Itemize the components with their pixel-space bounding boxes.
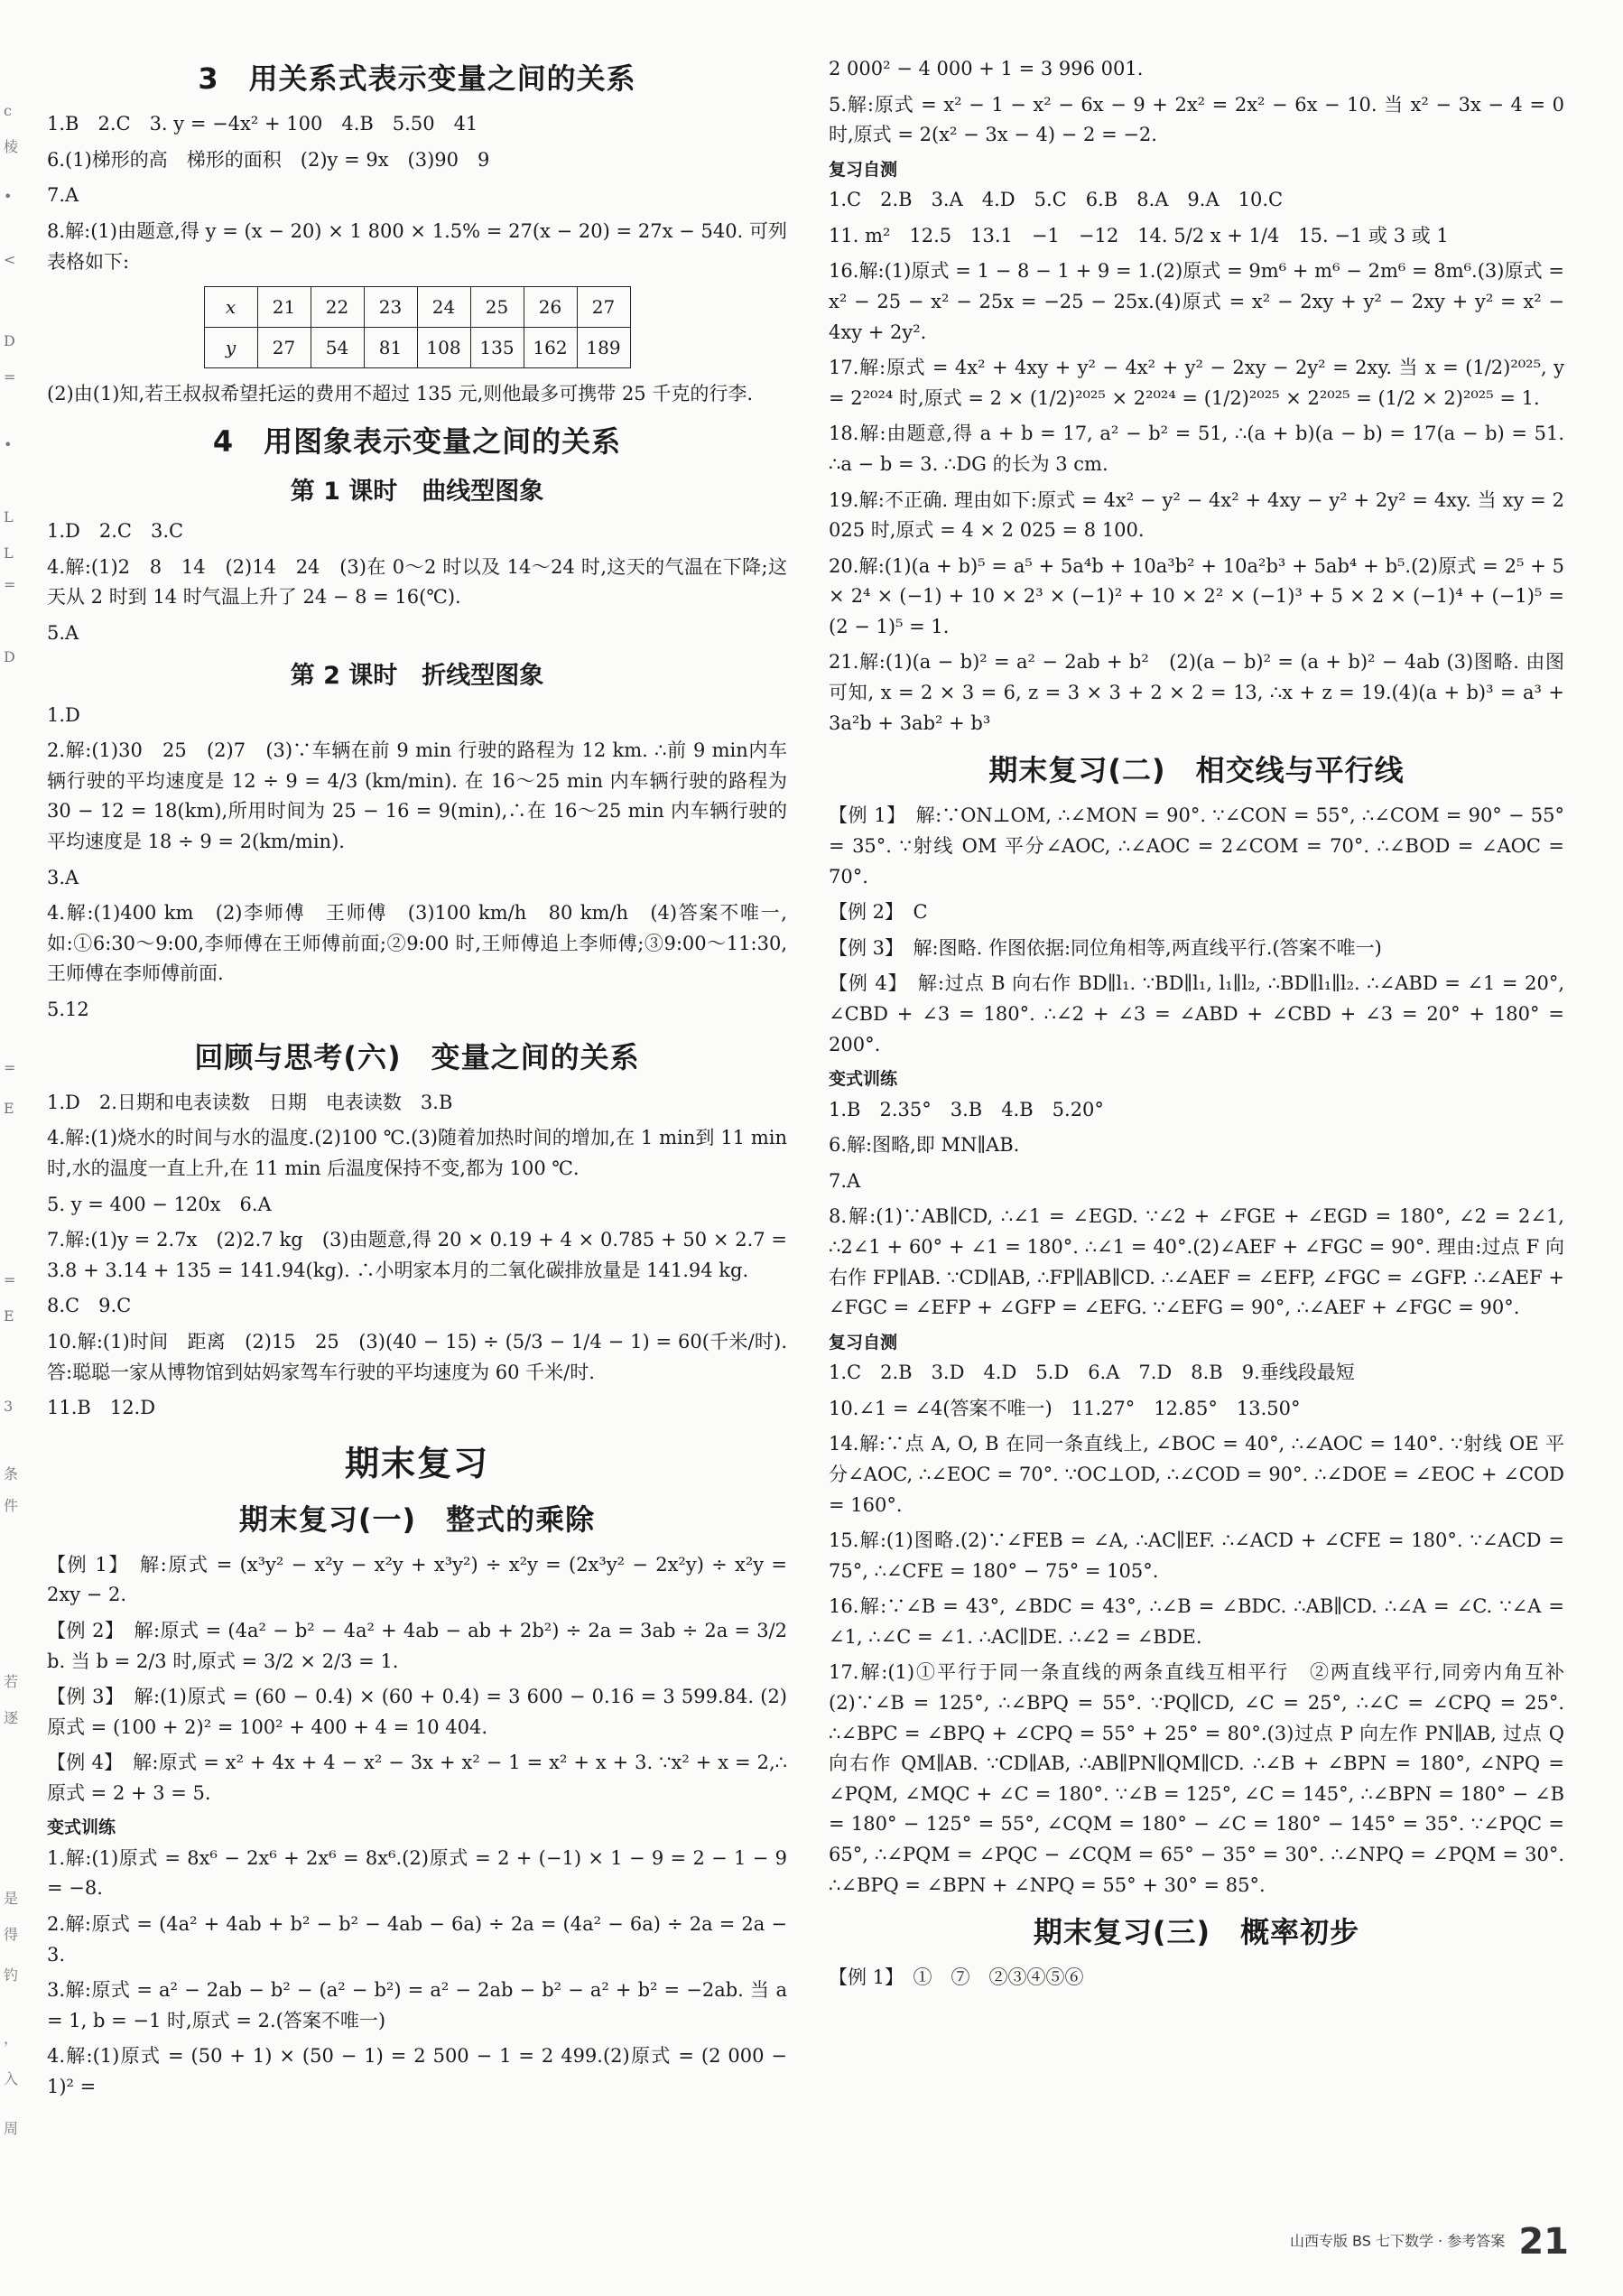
edge-glyph: 是: [4, 1890, 19, 1907]
answer-line: 4.解:(1)烧水的时间与水的温度.(2)100 ℃.(3)随着加热时间的增加,在 1 min到 11 min 时,水的温度一直上升,在 11 min 后温度保持不变,都为 100 ℃.: [47, 1127, 787, 1179]
example-line: 【例 3】 解:(1)原式 = (60 − 0.4) × (60 + 0.4) = 3 600 − 0.16 = 3 599.84. (2)原式 = (100 + 2)² = 100² + 400 + 4 = 10 404.: [47, 1686, 787, 1738]
edge-glyph: =: [4, 1059, 16, 1076]
answer-line: 3.解:原式 = a² − 2ab − b² − (a² − b²) = a² − 2ab − b² − a² + b² = −2ab. 当 a = 1, b = −1 时,原式 = 2.(答案不唯一): [47, 1979, 787, 2031]
example-line: 【例 4】 解:原式 = x² + 4x + 4 − x² − 3x + x² − 1 = x² + x + 3. ∵x² + x = 2,∴原式 = 2 + 3 = 5.: [47, 1752, 787, 1804]
edge-glyph: =: [4, 576, 16, 593]
left-column: [47, 56, 787, 2108]
answer-line: 1.D 2.C 3.C: [47, 520, 184, 543]
edge-glyph: E: [4, 1100, 14, 1117]
table-cell: x: [204, 287, 257, 328]
answer-line: 2.解:(1)30 25 (2)7 (3)∵车辆在前 9 min 行驶的路程为 12 km. ∴前 9 min内车辆行驶的平均速度是 12 ÷ 9 = 4/3 (km/min). 在 16～25 min 内车辆行驶的路程为 30 − 12 = 18(km),所用时间为 25 − 16 = 9(min),∴在 16～25 min 内车辆行驶的平均速度是 18 ÷ 9 = 2(km/min).: [47, 739, 787, 853]
edge-glyph: 钓: [4, 1966, 19, 1984]
answer-line: 11. m² 12.5 13.1 −1 −12 14. 5/2 x + 1/4 15. −1 或 3 或 1: [829, 224, 1449, 246]
edge-glyph: 棱: [4, 138, 19, 155]
answer-line: (2)由(1)知,若王叔叔希望托运的费用不超过 135 元,则他最多可携带 25 千克的行李.: [47, 383, 754, 405]
section-title: 4 用图象表示变量之间的关系: [212, 423, 622, 459]
section-title: 3 用关系式表示变量之间的关系: [198, 61, 636, 96]
edge-glyph: ，: [4, 2030, 19, 2047]
table-cell: 162: [524, 328, 577, 368]
page-number: 21: [1518, 2221, 1569, 2263]
example-line: 【例 2】 解:原式 = (4a² − b² − 4a² + 4ab − ab + 2b²) ÷ 2a = 3ab ÷ 2a = 3/2 b. 当 b = 2/3 时,原式 = 3/2 × 2/3 = 1.: [47, 1619, 787, 1672]
answer-line: 7.A: [47, 184, 79, 207]
section-title: 期末复习(二) 相交线与平行线: [988, 753, 1405, 788]
answer-line: 1.C 2.B 3.A 4.D 5.C 6.B 8.A 9.A 10.C: [829, 189, 1284, 211]
answer-line: 1.C 2.B 3.D 4.D 5.D 6.A 7.D 8.B 9.垂线段最短: [829, 1362, 1355, 1384]
answer-line: 16.解:(1)原式 = 1 − 8 − 1 + 9 = 1.(2)原式 = 9m⁶ + m⁶ − 2m⁶ = 8m⁶.(3)原式 = x² − 25 − x² − 25x = −25 − 25x.(4)原式 = x² − 2xy + y² − 2xy + y² = x² − 4xy + 2y².: [829, 260, 1564, 343]
right-column: [829, 54, 1583, 1999]
answer-line: 8.C 9.C: [47, 1295, 132, 1317]
edge-glyph: =: [4, 1271, 16, 1288]
label-variant-training: 变式训练: [829, 1069, 898, 1090]
example-line: 【例 1】 解:原式 = (x³y² − x²y − x²y + x³y²) ÷ x²y = (2x³y² − 2x²y) ÷ x²y = 2xy − 2.: [47, 1553, 787, 1606]
answer-line: 10.∠1 = ∠4(答案不唯一) 11.27° 12.85° 13.50°: [829, 1397, 1301, 1419]
answer-line: 19.解:不正确. 理由如下:原式 = 4x² − y² − 4x² + 4xy − y² + 2y² = 4xy. 当 xy = 2 025 时,原式 = 4 × 2 025 = 8 100.: [829, 488, 1564, 542]
answer-line: 20.解:(1)(a + b)⁵ = a⁵ + 5a⁴b + 10a³b² + 10a²b³ + 5ab⁴ + b⁵.(2)原式 = 2⁵ + 5 × 2⁴ × (−1) + 10 × 2³ × (−1)² + 10 × 2² × (−1)³ + 5 × 2 × (−1)⁴ + (−1)⁵ = (2 − 1)⁵ = 1.: [829, 554, 1564, 637]
chapter-title: 期末复习: [344, 1443, 489, 1483]
table-cell: 21: [257, 287, 311, 328]
answer-line: 11.B 12.D: [47, 1397, 156, 1419]
label-self-test: 复习自测: [829, 159, 898, 180]
table-row: [204, 287, 630, 328]
answer-line: 7.A: [829, 1169, 861, 1192]
edge-glyph: E: [4, 1307, 14, 1325]
answer-line: 7.解:(1)y = 2.7x (2)2.7 kg (3)由题意,得 20 × 0.19 + 4 × 0.785 + 50 × 2.7 = 3.8 + 3.14 + 135 = 141.94(kg). ∴小明家本月的二氧化碳排放量是 141.94 kg.: [47, 1229, 787, 1281]
edge-glyph: 若: [4, 1673, 19, 1690]
table-cell: 23: [364, 287, 417, 328]
answer-line: 1.B 2.35° 3.B 4.B 5.20°: [829, 1098, 1104, 1120]
table-cell: 27: [257, 328, 311, 368]
table-cell: 27: [577, 287, 630, 328]
table-row: [204, 328, 630, 368]
answer-line: 5.A: [47, 621, 79, 644]
answer-line: 8.解:(1)由题意,得 y = (x − 20) × 1 800 × 1.5% = 27(x − 20) = 27x − 540. 可列表格如下:: [47, 219, 787, 273]
edge-glyph: •: [4, 436, 13, 453]
answer-line: 3.A: [47, 866, 79, 888]
example-line: 【例 1】 解:∵ON⊥OM, ∴∠MON = 90°. ∵∠CON = 55°, ∴∠COM = 90° − 55° = 35°. ∵射线 OM 平分∠AOC, ∴∠AOC = 2∠COM = 70°. ∴∠BOD = ∠AOC = 70°.: [829, 804, 1564, 888]
table-cell: 135: [470, 328, 524, 368]
answer-line: 2 000² − 4 000 + 1 = 3 996 001.: [829, 58, 1144, 79]
answer-line: 15.解:(1)图略.(2)∵∠FEB = ∠A, ∴AC∥EF. ∴∠ACD + ∠CFE = 180°. ∵∠ACD = 75°, ∴∠CFE = 180° − 75° = 105°.: [829, 1529, 1564, 1582]
answer-line: 18.解:由题意,得 a + b = 17, a² − b² = 51, ∴(a + b)(a − b) = 17(a − b) = 51. ∴a − b = 3. ∴DG 的长为 3 cm.: [829, 423, 1564, 475]
answer-line: 10.解:(1)时间 距离 (2)15 25 (3)(40 − 15) ÷ (5/3 − 1/4 − 1) = 60(千米/时). 答:聪聪一家从博物馆到姑妈家驾车行驶的平均速度为 60 千米/时.: [47, 1330, 787, 1383]
answer-line: 5.12: [47, 999, 89, 1021]
answer-line: 16.解:∵∠B = 43°, ∠BDC = 43°, ∴∠B = ∠BDC. ∴AB∥CD. ∴∠A = ∠C. ∵∠A = ∠1, ∴∠C = ∠1. ∴AC∥DE. ∴∠2 = ∠BDE.: [829, 1595, 1564, 1648]
table-cell: 81: [364, 328, 417, 368]
example-line: 【例 2】 C: [829, 901, 928, 924]
answer-line: 5. y = 400 − 120x 6.A: [47, 1193, 272, 1215]
edge-glyph: 3: [4, 1398, 14, 1415]
edge-glyph: 入: [4, 2070, 19, 2087]
table-cell: 54: [311, 328, 364, 368]
footer-text: 山西专版 BS 七下数学 · 参考答案: [1289, 2232, 1506, 2250]
answer-line: 4.解:(1)400 km (2)李师傅 王师傅 (3)100 km/h 80 km/h (4)答案不唯一,如:①6:30～9:00,李师傅在王师傅前面;②9:00 时,王师傅追上李师傅;③9:00～11:30,王师傅在李师傅前面.: [47, 902, 787, 985]
table-cell: 189: [577, 328, 630, 368]
answer-line: 2.解:原式 = (4a² + 4ab + b² − b² − 4ab − 6a) ÷ 2a = (4a² − 6a) ÷ 2a = 2a − 3.: [47, 1913, 787, 1966]
table-cell: 24: [417, 287, 470, 328]
edge-glyph: D: [4, 648, 15, 665]
section-title: 回顾与思考(六) 变量之间的关系: [194, 1039, 640, 1074]
answer-line: 5.解:原式 = x² − 1 − x² − 6x − 9 + 2x² = 2x² − 6x − 10. 当 x² − 3x − 4 = 0 时,原式 = 2(x² − 3x − 4) − 2 = −2.: [829, 93, 1564, 146]
answer-line: 1.D 2.日期和电表读数 日期 电表读数 3.B: [47, 1091, 453, 1113]
edge-glyph: =: [4, 368, 16, 386]
example-line: 【例 3】 解:图略. 作图依据:同位角相等,两直线平行.(答案不唯一): [829, 936, 1382, 959]
edge-glyph: D: [4, 332, 15, 349]
edge-glyph: 逐: [4, 1709, 19, 1726]
subsection-title: 第 1 课时 曲线型图象: [290, 477, 544, 506]
table-cell: 26: [524, 287, 577, 328]
subsection-title: 第 2 课时 折线型图象: [290, 661, 544, 690]
answer-line: 4.解:(1)原式 = (50 + 1) × (50 − 1) = 2 500 − 1 = 2 499.(2)原式 = (2 000 − 1)² =: [47, 2045, 787, 2098]
edge-glyph: •: [4, 188, 13, 205]
answer-line: 17.解:原式 = 4x² + 4xy + y² − 4x² + y² − 2xy − 2y² = 2xy. 当 x = (1/2)²⁰²⁵, y = 2²⁰²⁴ 时,原式 = 2 × (1/2)²⁰²⁵ × 2²⁰²⁴ = (1/2)²⁰²⁵ × 2²⁰²⁵ = (1/2 × 2)²⁰²⁵ = 1.: [829, 357, 1564, 409]
answer-line: 1.D: [47, 703, 80, 726]
edge-glyph: L: [4, 508, 14, 525]
page-footer: [1290, 2213, 1569, 2271]
edge-glyph: 周: [4, 2120, 19, 2137]
page-edge-glyphs: [0, 0, 27, 2296]
example-line: 【例 1】 ① ⑦ ②③④⑤⑥: [829, 1966, 1084, 1989]
example-line: 【例 4】 解:过点 B 向右作 BD∥l₁. ∵BD∥l₁, l₁∥l₂, ∴BD∥l₁∥l₂. ∴∠ABD = ∠1 = 20°, ∠CBD + ∠3 = 180°. ∴∠2 + ∠3 = ∠ABD + ∠CBD + ∠3 = 20° + 180° = 200°.: [829, 972, 1564, 1055]
answer-line: 6.(1)梯形的高 梯形的面积 (2)y = 9x (3)90 9: [47, 148, 490, 171]
answer-line: 21.解:(1)(a − b)² = a² − 2ab + b² (2)(a − b)² = (a + b)² − 4ab (3)图略. 由图可知, x = 2 × 3 = 6, z = 3 × 3 + 2 × 2 = 13, ∴x + z = 19.(4)(a + b)³ = a³ + 3a²b + 3ab² + b³: [829, 651, 1564, 734]
answer-line: 6.解:图略,即 MN∥AB.: [829, 1134, 1020, 1157]
edge-glyph: 条: [4, 1465, 19, 1483]
table-cell: y: [204, 328, 257, 368]
table-cell: 108: [417, 328, 470, 368]
value-table: [204, 286, 631, 368]
answer-line: 8.解:(1)∵AB∥CD, ∴∠1 = ∠EGD. ∵∠2 + ∠FGE + ∠EGD = 180°, ∠2 = 2∠1, ∴2∠1 + 60° + ∠1 = 180°. ∴∠1 = 40°.(2)∠AEF + ∠FGC = 90°. 理由:过点 F 向右作 FP∥AB. ∵CD∥AB, ∴FP∥AB∥CD. ∴∠AEF = ∠EFP, ∠FGC = ∠GFP. ∴∠AEF + ∠FGC = ∠EFP + ∠GFP = ∠EFG. ∵∠EFG = 90°, ∴∠AEF + ∠FGC = 90°.: [829, 1205, 1564, 1319]
edge-glyph: L: [4, 544, 14, 562]
table-cell: 22: [311, 287, 364, 328]
answer-line: 17.解:(1)①平行于同一条直线的两条直线互相平行 ②两直线平行,同旁内角互补 (2)∵∠B = 125°, ∴∠BPQ = 55°. ∵PQ∥CD, ∠C = 25°, ∴∠C = ∠CPQ = 25°. ∴∠BPC = ∠BPQ + ∠CPQ = 55° + 25° = 80°.(3)过点 P 向左作 PN∥AB, 过点 Q 向右作 QM∥AB. ∵CD∥AB, ∴AB∥PN∥QM∥CD. ∴∠B + ∠BPN = 180°, ∠NPQ = ∠PQM, ∠MQC + ∠C = 180°. ∵∠B = 125°, ∠C = 145°, ∴∠BPN = 180° − ∠B = 180° − 125° = 55°, ∠CQM = 180° − ∠C = 180° − 145° = 35°. ∵∠PQC = 65°, ∴∠PQM = ∠PQC − ∠CQM = 65° − 35° = 30°. ∴∠NPQ = ∠PQM = 30°. ∴∠BPQ = ∠BPN + ∠NPQ = 55° + 30° = 85°.: [829, 1661, 1583, 1896]
edge-glyph: <: [4, 251, 16, 268]
label-variant-training: 变式训练: [47, 1817, 116, 1838]
label-self-test: 复习自测: [829, 1332, 898, 1353]
section-title: 期末复习(一) 整式的乘除: [238, 1501, 596, 1537]
section-title: 期末复习(三) 概率初步: [1033, 1915, 1360, 1950]
answer-line: 1.B 2.C 3. y = −4x² + 100 4.B 5.50 41: [47, 113, 478, 135]
edge-glyph: 件: [4, 1497, 19, 1514]
answer-line: 1.解:(1)原式 = 8x⁶ − 2x⁶ + 2x⁶ = 8x⁶.(2)原式 = 2 + (−1) × 1 − 9 = 2 − 1 − 9 = −8.: [47, 1846, 787, 1900]
answer-line: 14.解:∵点 A, O, B 在同一条直线上, ∠BOC = 40°, ∴∠AOC = 140°. ∵射线 OE 平分∠AOC, ∴∠EOC = 70°. ∵OC⊥OD, ∴∠COD = 90°. ∴∠DOE = ∠EOC + ∠COD = 160°.: [829, 1433, 1564, 1516]
edge-glyph: 得: [4, 1926, 19, 1943]
table-cell: 25: [470, 287, 524, 328]
edge-glyph: c: [4, 102, 12, 119]
answer-line: 4.解:(1)2 8 14 (2)14 24 (3)在 0～2 时以及 14～24 时,这天的气温在下降;这天从 2 时到 14 时气温上升了 24 − 8 = 16(℃).: [47, 555, 787, 609]
